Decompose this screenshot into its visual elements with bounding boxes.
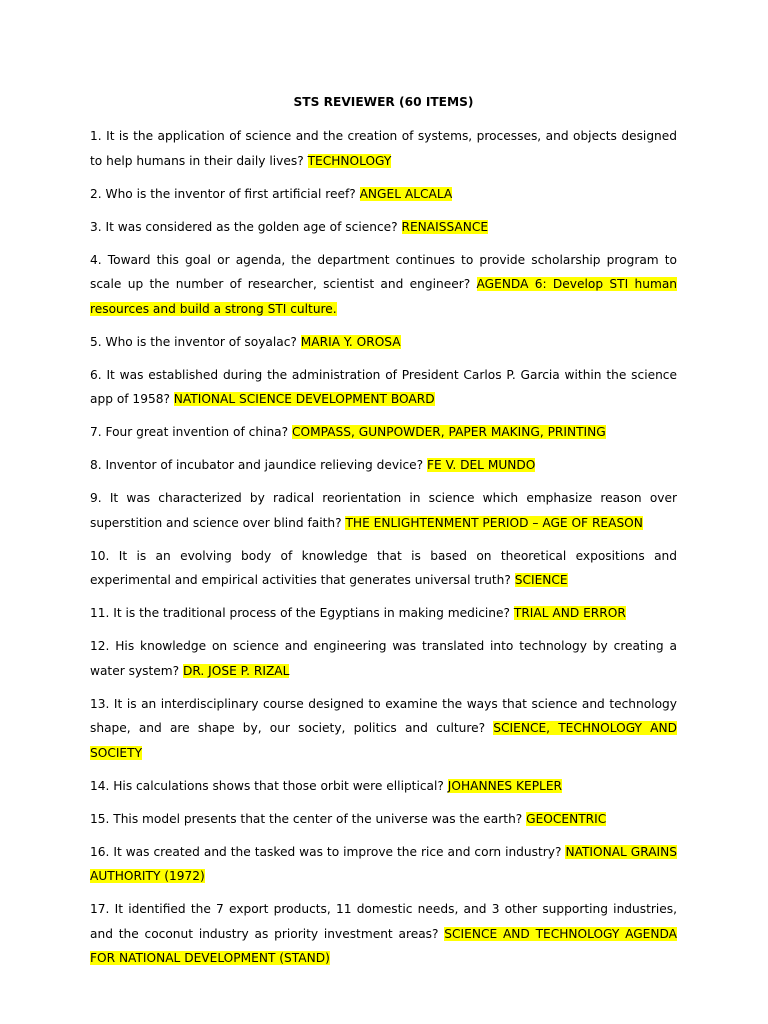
answer-highlight: MARIA Y. OROSA xyxy=(300,334,401,349)
answer-highlight: TRIAL AND ERROR xyxy=(513,606,626,620)
answer-highlight: AGENDA 6: Develop STI human resources and build a strong STI culture. xyxy=(90,277,678,316)
question-item xyxy=(90,692,677,766)
question-list xyxy=(90,124,677,971)
answer-highlight: TECHNOLOGY xyxy=(307,153,392,168)
question-text: His calculations shows that those orbit were elliptical? xyxy=(113,778,444,793)
question-number: 8. xyxy=(90,458,102,472)
answer-highlight: COMPASS, GUNPOWDER, PAPER MAKING, PRINTING xyxy=(292,425,606,439)
question-text: It was considered as the golden age of science? xyxy=(105,219,398,234)
question-item xyxy=(90,330,677,355)
question-item xyxy=(90,601,677,626)
answer-highlight: ANGEL ALCALA xyxy=(359,186,453,201)
answer-highlight: DR. JOSE P. RIZAL xyxy=(183,663,290,678)
question-item xyxy=(90,420,677,445)
answer-highlight: JOHANNES KEPLER xyxy=(447,778,562,793)
question-number: 7. xyxy=(90,425,102,439)
question-text: It is the application of science and the creation of systems, processes, and objects designed to help humans in their daily lives? xyxy=(90,129,678,168)
question-item xyxy=(90,182,677,207)
question-number: 15. xyxy=(90,811,110,826)
question-item xyxy=(90,124,677,173)
answer-highlight: NATIONAL SCIENCE DEVELOPMENT BOARD xyxy=(173,392,435,406)
question-item xyxy=(90,486,677,535)
question-text: Who is the inventor of first artificial reef? xyxy=(105,186,356,201)
question-item xyxy=(90,634,677,683)
question-text: It was characterized by radical reorientation in science which emphasize reason over superstition and science over blind faith? xyxy=(90,491,677,530)
question-text: Four great invention of china? xyxy=(105,425,289,439)
question-text: It was established during the administration of President Carlos P. Garcia within the science app of 1958? xyxy=(90,367,677,406)
answer-highlight: RENAISSANCE xyxy=(401,219,489,234)
question-item xyxy=(90,897,677,971)
question-number: 6. xyxy=(90,367,102,382)
question-text: It is an evolving body of knowledge that is based on theoretical expositions and experimental and empirical activities that generates universal truth? xyxy=(90,548,678,587)
question-text: Inventor of incubator and jaundice relieving device? xyxy=(105,458,424,472)
question-text: Toward this goal or agenda, the department continues to provide scholarship program to scale up the number of researcher, scientist and engineer? xyxy=(90,252,678,291)
question-item xyxy=(90,215,677,240)
question-item xyxy=(90,363,677,412)
question-number: 10. xyxy=(90,548,110,563)
question-item xyxy=(90,453,677,478)
answer-highlight: NATIONAL GRAINS AUTHORITY (1972) xyxy=(90,844,678,883)
question-item xyxy=(90,248,677,322)
answer-highlight: GEOCENTRIC xyxy=(526,811,607,826)
question-text: Who is the inventor of soyalac? xyxy=(105,334,297,349)
question-number: 16. xyxy=(90,844,110,859)
question-item xyxy=(90,840,677,889)
page-title: STS REVIEWER (60 ITEMS) xyxy=(293,95,474,109)
question-text: It identified the 7 export products, 11 domestic needs, and 3 other supporting industries, and the coconut industry as priority investment areas? xyxy=(90,902,677,941)
question-number: 14. xyxy=(90,778,110,793)
question-number: 13. xyxy=(90,696,110,711)
question-text: His knowledge on science and engineering was translated into technology by creating a water system? xyxy=(90,639,677,678)
question-number: 3. xyxy=(90,219,102,234)
question-text: It is an interdisciplinary course designed to examine the ways that science and technology shape, and are shape by, our society, politics and culture? xyxy=(90,696,677,735)
question-text: It is the traditional process of the Egyptians in making medicine? xyxy=(113,606,510,620)
answer-highlight: FE V. DEL MUNDO xyxy=(427,458,536,472)
question-text: This model presents that the center of the universe was the earth? xyxy=(113,811,523,826)
question-item xyxy=(90,774,677,799)
question-number: 12. xyxy=(90,639,110,653)
question-item xyxy=(90,807,677,832)
question-number: 4. xyxy=(90,252,102,267)
question-number: 1. xyxy=(90,129,102,143)
answer-highlight: THE ENLIGHTENMENT PERIOD – AGE OF REASON xyxy=(345,515,643,530)
question-number: 5. xyxy=(90,334,102,349)
answer-highlight: SCIENCE, TECHNOLOGY AND SOCIETY xyxy=(90,721,677,760)
question-item xyxy=(90,544,677,593)
question-number: 17. xyxy=(90,902,110,916)
document-page xyxy=(90,92,677,979)
answer-highlight: SCIENCE AND TECHNOLOGY AGENDA FOR NATIONAL DEVELOPMENT (STAND) xyxy=(90,926,678,965)
question-number: 9. xyxy=(90,491,102,505)
question-number: 2. xyxy=(90,186,102,201)
question-text: It was created and the tasked was to improve the rice and corn industry? xyxy=(113,844,562,859)
answer-highlight: SCIENCE xyxy=(514,573,568,587)
question-number: 11. xyxy=(90,606,110,620)
